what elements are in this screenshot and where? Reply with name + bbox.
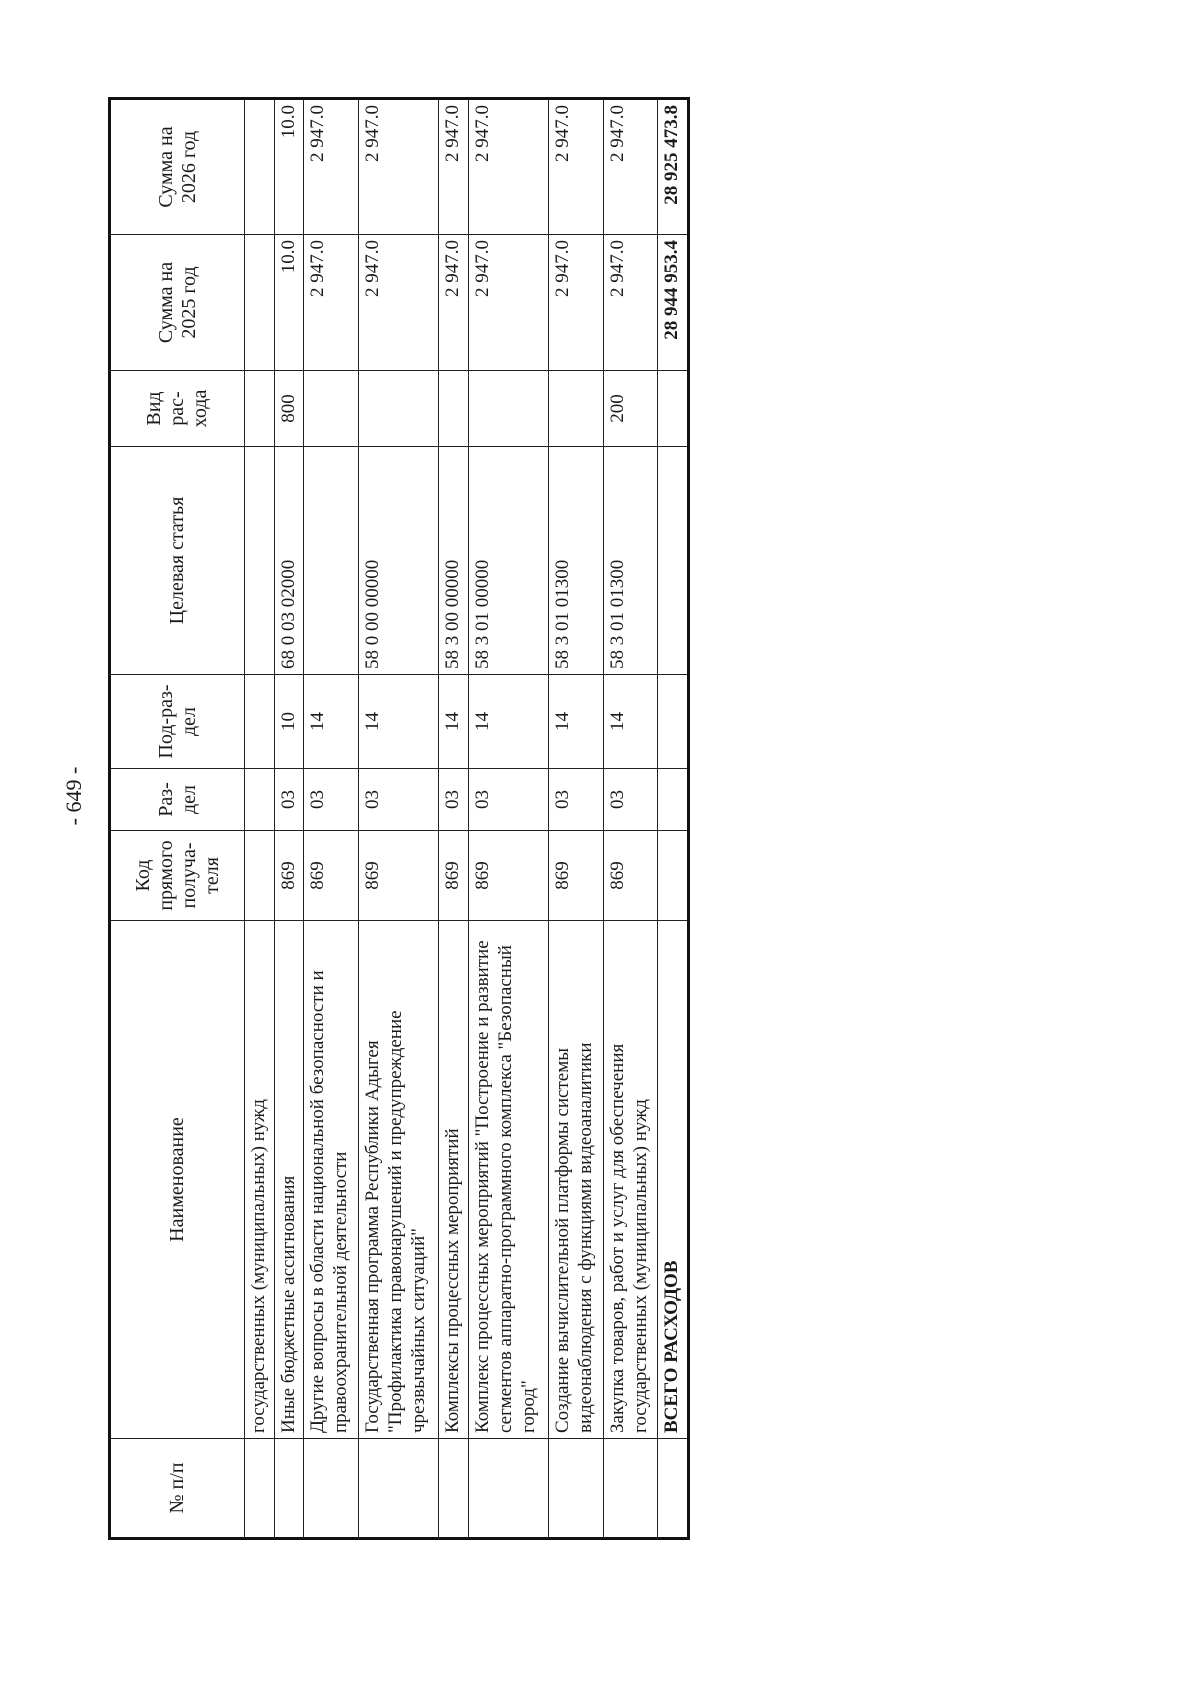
row-num <box>468 1439 548 1539</box>
row-name: Государственная программа Республики Адыгея "Профилактика правонарушений и предупреждение чрезвычайных ситуаций" <box>359 921 439 1439</box>
total-empty-cell <box>658 447 689 675</box>
row-sum-2026: 2 947.0 <box>468 99 548 235</box>
total-sum-2026: 28 925 473.8 <box>658 99 689 235</box>
row-sum-2025: 2 947.0 <box>304 235 359 371</box>
row-name: Комплекс процессных мероприятий "Построение и развитие сегментов аппаратно-программного комплекса "Безопасный город" <box>468 921 548 1439</box>
row-section: 03 <box>603 769 658 831</box>
row-expense-type <box>548 371 603 447</box>
row-sum-2026 <box>245 99 275 235</box>
row-num <box>548 1439 603 1539</box>
row-num <box>359 1439 439 1539</box>
row-expense-type: 200 <box>603 371 658 447</box>
header-target-item: Целевая статья <box>110 447 245 675</box>
table-row <box>468 99 548 1539</box>
row-recipient-code: 869 <box>548 831 603 921</box>
row-target-item: 58 3 01 01300 <box>548 447 603 675</box>
row-subsection: 14 <box>359 675 439 769</box>
total-label: ВСЕГО РАСХОДОВ <box>658 921 689 1439</box>
row-section: 03 <box>468 769 548 831</box>
total-row <box>658 99 689 1539</box>
row-num <box>603 1439 658 1539</box>
row-target-item: 58 3 01 01300 <box>603 447 658 675</box>
header-num: № п/п <box>110 1439 245 1539</box>
row-sum-2025: 2 947.0 <box>439 235 469 371</box>
header-section: Раз-дел <box>110 769 245 831</box>
row-subsection: 14 <box>548 675 603 769</box>
total-empty-cell <box>658 371 689 447</box>
row-recipient-code: 869 <box>439 831 469 921</box>
row-num <box>274 1439 304 1539</box>
row-sum-2026: 2 947.0 <box>548 99 603 235</box>
row-name: Закупка товаров, работ и услуг для обеспечения государственных (муниципальных) нужд <box>603 921 658 1439</box>
table-row <box>439 99 469 1539</box>
table-row <box>359 99 439 1539</box>
row-expense-type: 800 <box>274 371 304 447</box>
table-row <box>304 99 359 1539</box>
row-subsection: 14 <box>603 675 658 769</box>
total-empty-cell <box>658 675 689 769</box>
row-target-item <box>245 447 275 675</box>
row-sum-2026: 2 947.0 <box>359 99 439 235</box>
row-recipient-code <box>245 831 275 921</box>
total-empty-cell <box>658 831 689 921</box>
row-num <box>304 1439 359 1539</box>
row-section: 03 <box>304 769 359 831</box>
row-recipient-code: 869 <box>468 831 548 921</box>
row-recipient-code: 869 <box>359 831 439 921</box>
total-empty-cell <box>658 769 689 831</box>
table-row <box>548 99 603 1539</box>
row-name: Другие вопросы в области национальной безопасности и правоохранительной деятельности <box>304 921 359 1439</box>
row-recipient-code: 869 <box>274 831 304 921</box>
row-num <box>439 1439 469 1539</box>
header-sum-2025: Сумма на 2025 год <box>110 235 245 371</box>
header-subsection: Под-раз-дел <box>110 675 245 769</box>
row-subsection: 14 <box>468 675 548 769</box>
table-row <box>274 99 304 1539</box>
row-section: 03 <box>359 769 439 831</box>
row-sum-2025: 2 947.0 <box>468 235 548 371</box>
row-section: 03 <box>439 769 469 831</box>
row-subsection: 10 <box>274 675 304 769</box>
row-subsection: 14 <box>439 675 469 769</box>
row-section: 03 <box>548 769 603 831</box>
total-sum-2025: 28 944 953.4 <box>658 235 689 371</box>
header-recipient-code: Код прямого получа-теля <box>110 831 245 921</box>
row-expense-type <box>468 371 548 447</box>
row-expense-type <box>359 371 439 447</box>
header-row <box>110 99 245 1539</box>
row-section <box>245 769 275 831</box>
row-name: Иные бюджетные ассигнования <box>274 921 304 1439</box>
table-row <box>245 99 275 1539</box>
row-section: 03 <box>274 769 304 831</box>
row-sum-2025 <box>245 235 275 371</box>
row-target-item <box>304 447 359 675</box>
header-sum-2026: Сумма на 2026 год <box>110 99 245 235</box>
row-sum-2026: 2 947.0 <box>439 99 469 235</box>
total-num-cell <box>658 1439 689 1539</box>
row-sum-2025: 10.0 <box>274 235 304 371</box>
row-expense-type <box>304 371 359 447</box>
row-target-item: 58 0 00 00000 <box>359 447 439 675</box>
row-expense-type <box>439 371 469 447</box>
table-row <box>603 99 658 1539</box>
budget-table <box>108 97 690 1540</box>
header-expense-type: Вид рас-хода <box>110 371 245 447</box>
page-number: - 649 - <box>61 766 86 826</box>
row-subsection: 14 <box>304 675 359 769</box>
rotated-page-content <box>108 100 690 1540</box>
row-recipient-code: 869 <box>304 831 359 921</box>
row-sum-2025: 2 947.0 <box>359 235 439 371</box>
row-num <box>245 1439 275 1539</box>
row-name: государственных (муниципальных) нужд <box>245 921 275 1439</box>
row-sum-2025: 2 947.0 <box>603 235 658 371</box>
row-sum-2026: 2 947.0 <box>304 99 359 235</box>
row-name: Создание вычислительной платформы системы видеонаблюдения с функциями видеоаналитики <box>548 921 603 1439</box>
row-expense-type <box>245 371 275 447</box>
row-sum-2025: 2 947.0 <box>548 235 603 371</box>
row-sum-2026: 2 947.0 <box>603 99 658 235</box>
row-subsection <box>245 675 275 769</box>
row-target-item: 58 3 01 00000 <box>468 447 548 675</box>
row-sum-2026: 10.0 <box>274 99 304 235</box>
header-name: Наименование <box>110 921 245 1439</box>
row-name: Комплексы процессных мероприятий <box>439 921 469 1439</box>
row-target-item: 58 3 00 00000 <box>439 447 469 675</box>
row-recipient-code: 869 <box>603 831 658 921</box>
row-target-item: 68 0 03 02000 <box>274 447 304 675</box>
